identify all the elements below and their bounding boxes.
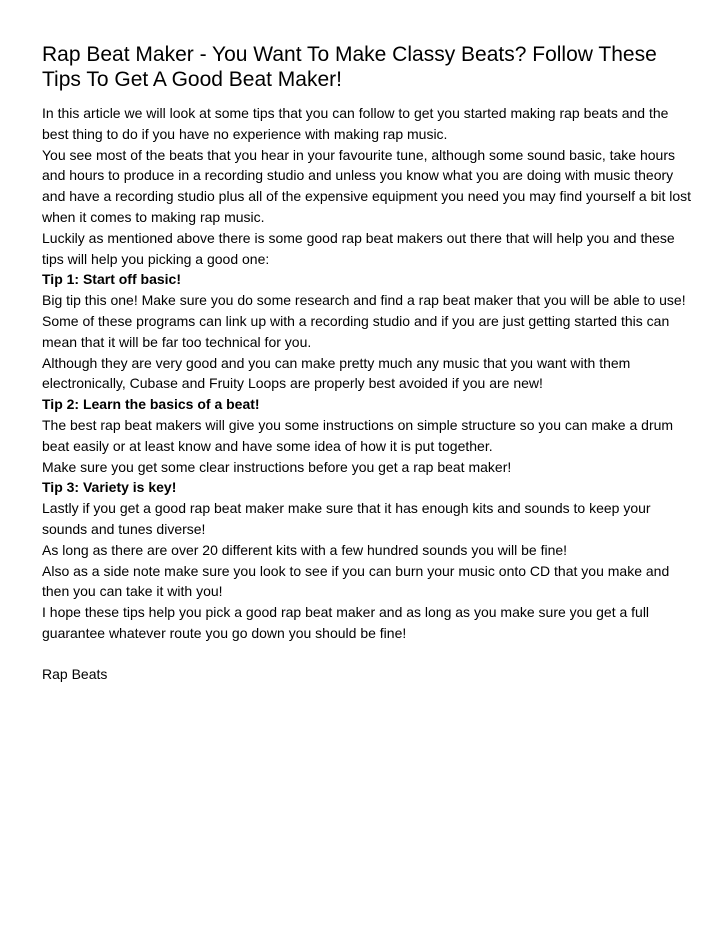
paragraph: You see most of the beats that you hear in your favourite tune, although some sound basic, take hours and hours to produce in a recording studio and unless you know what you are doing with music theory and have a recording studio plus all of the expensive equipment you need you may find yourself a bit lost when it comes to making rap music. xyxy=(42,146,692,225)
tip-3-heading: Tip 3: Variety is key! xyxy=(42,479,177,496)
paragraph: The best rap beat makers will give you some instructions on simple structure so you can make a drum beat easily or at least know and have some idea of how it is put together. xyxy=(42,416,674,454)
tip-1-heading: Tip 1: Start off basic! xyxy=(42,271,181,288)
paragraph: Also as a side note make sure you look to see if you can burn your music onto CD that you make and then you can take it with you! xyxy=(42,562,670,600)
paragraph: Make sure you get some clear instructions before you get a rap beat maker! xyxy=(42,458,512,475)
closing-paragraph: I hope these tips help you pick a good rap beat maker and as long as you make sure you get a full guarantee whatever route you go down you should be fine! xyxy=(42,604,650,641)
intro-paragraph: In this article we will look at some tips that you can follow to get you started making rap beats and the best thing to do if you have no experience with making rap music. xyxy=(42,105,669,142)
article-body xyxy=(42,103,692,644)
rap-beats-link[interactable]: Rap Beats xyxy=(42,665,108,682)
paragraph: Lastly if you get a good rap beat maker make sure that it has enough kits and sounds to keep your sounds and tunes diverse! xyxy=(42,500,651,537)
paragraph: Luckily as mentioned above there is some good rap beat makers out there that will help you and these tips will help you picking a good one: xyxy=(42,229,675,267)
tip-2-heading: Tip 2: Learn the basics of a beat! xyxy=(42,396,260,413)
document-title: Rap Beat Maker - You Want To Make Classy Beats? Follow These Tips To Get A Good Beat Maker! xyxy=(42,43,657,91)
paragraph: Although they are very good and you can make pretty much any music that you want with them electronically, Cubase and Fruity Loops are properly best avoided if you are new! xyxy=(42,354,631,392)
paragraph: Big tip this one! Make sure you do some research and find a rap beat maker that you will be able to use! Some of these programs can link up with a recording studio and if you are just getting started this can mean that it will be far too technical for you. xyxy=(42,292,686,350)
document-page xyxy=(42,42,692,685)
paragraph: As long as there are over 20 different kits with a few hundred sounds you will be fine! xyxy=(42,541,568,558)
